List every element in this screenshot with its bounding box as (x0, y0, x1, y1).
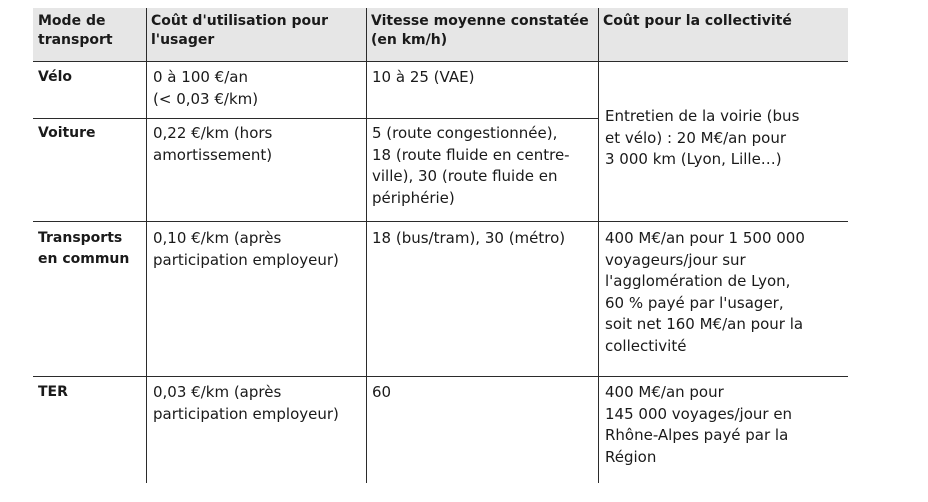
column-divider (366, 8, 367, 483)
row-velo-voiture-cout-collectivite: Entretien de la voirie (bus et vélo) : 20 M€/an pour 3 000 km (Lyon, Lille…) (605, 107, 800, 168)
row-voiture-cout-usager: 0,22 €/km (hors amortissement) (153, 124, 273, 164)
header-vitesse: Vitesse moyenne constatée (en km/h) (366, 8, 598, 61)
row-ter-cout-usager: 0,03 €/km (après participation employeur) (153, 383, 339, 423)
row-transports-cout-usager: 0,10 €/km (après participation employeur) (153, 229, 339, 269)
row-divider (33, 61, 848, 62)
header-cout-usager: Coût d'utilisation pour l'usager (146, 8, 366, 61)
row-transports-vitesse: 18 (bus/tram), 30 (métro) (372, 229, 566, 247)
row-voiture-mode: Voiture (38, 125, 96, 141)
row-transports-mode: Transports en commun (38, 230, 130, 267)
row-velo-vitesse: 10 à 25 (VAE) (372, 68, 475, 86)
transport-comparison-table (33, 8, 848, 483)
row-ter-cout-collectivite: 400 M€/an pour 145 000 voyages/jour en Rhône-Alpes payé par la Région (605, 383, 793, 466)
row-velo-mode: Vélo (38, 69, 72, 85)
row-ter-mode: TER (38, 384, 68, 400)
header-mode-transport: Mode de transport (33, 8, 146, 61)
row-voiture-vitesse: 5 (route congestionnée), 18 (route fluide en centre- ville), 30 (route fluide en périphérie) (372, 124, 570, 207)
column-divider (598, 8, 599, 483)
row-divider (33, 221, 848, 222)
header-cout-collectivite: Coût pour la collectivité (598, 8, 848, 61)
column-divider (146, 8, 147, 483)
row-ter-vitesse: 60 (372, 383, 392, 401)
row-divider (33, 118, 598, 119)
row-transports-cout-collectivite: 400 M€/an pour 1 500 000 voyageurs/jour sur l'agglomération de Lyon, 60 % payé par l'usager, soit net 160 M€/an pour la collectivité (605, 229, 805, 355)
row-velo-cout-usager: 0 à 100 €/an (< 0,03 €/km) (153, 68, 259, 108)
row-divider (33, 376, 848, 377)
